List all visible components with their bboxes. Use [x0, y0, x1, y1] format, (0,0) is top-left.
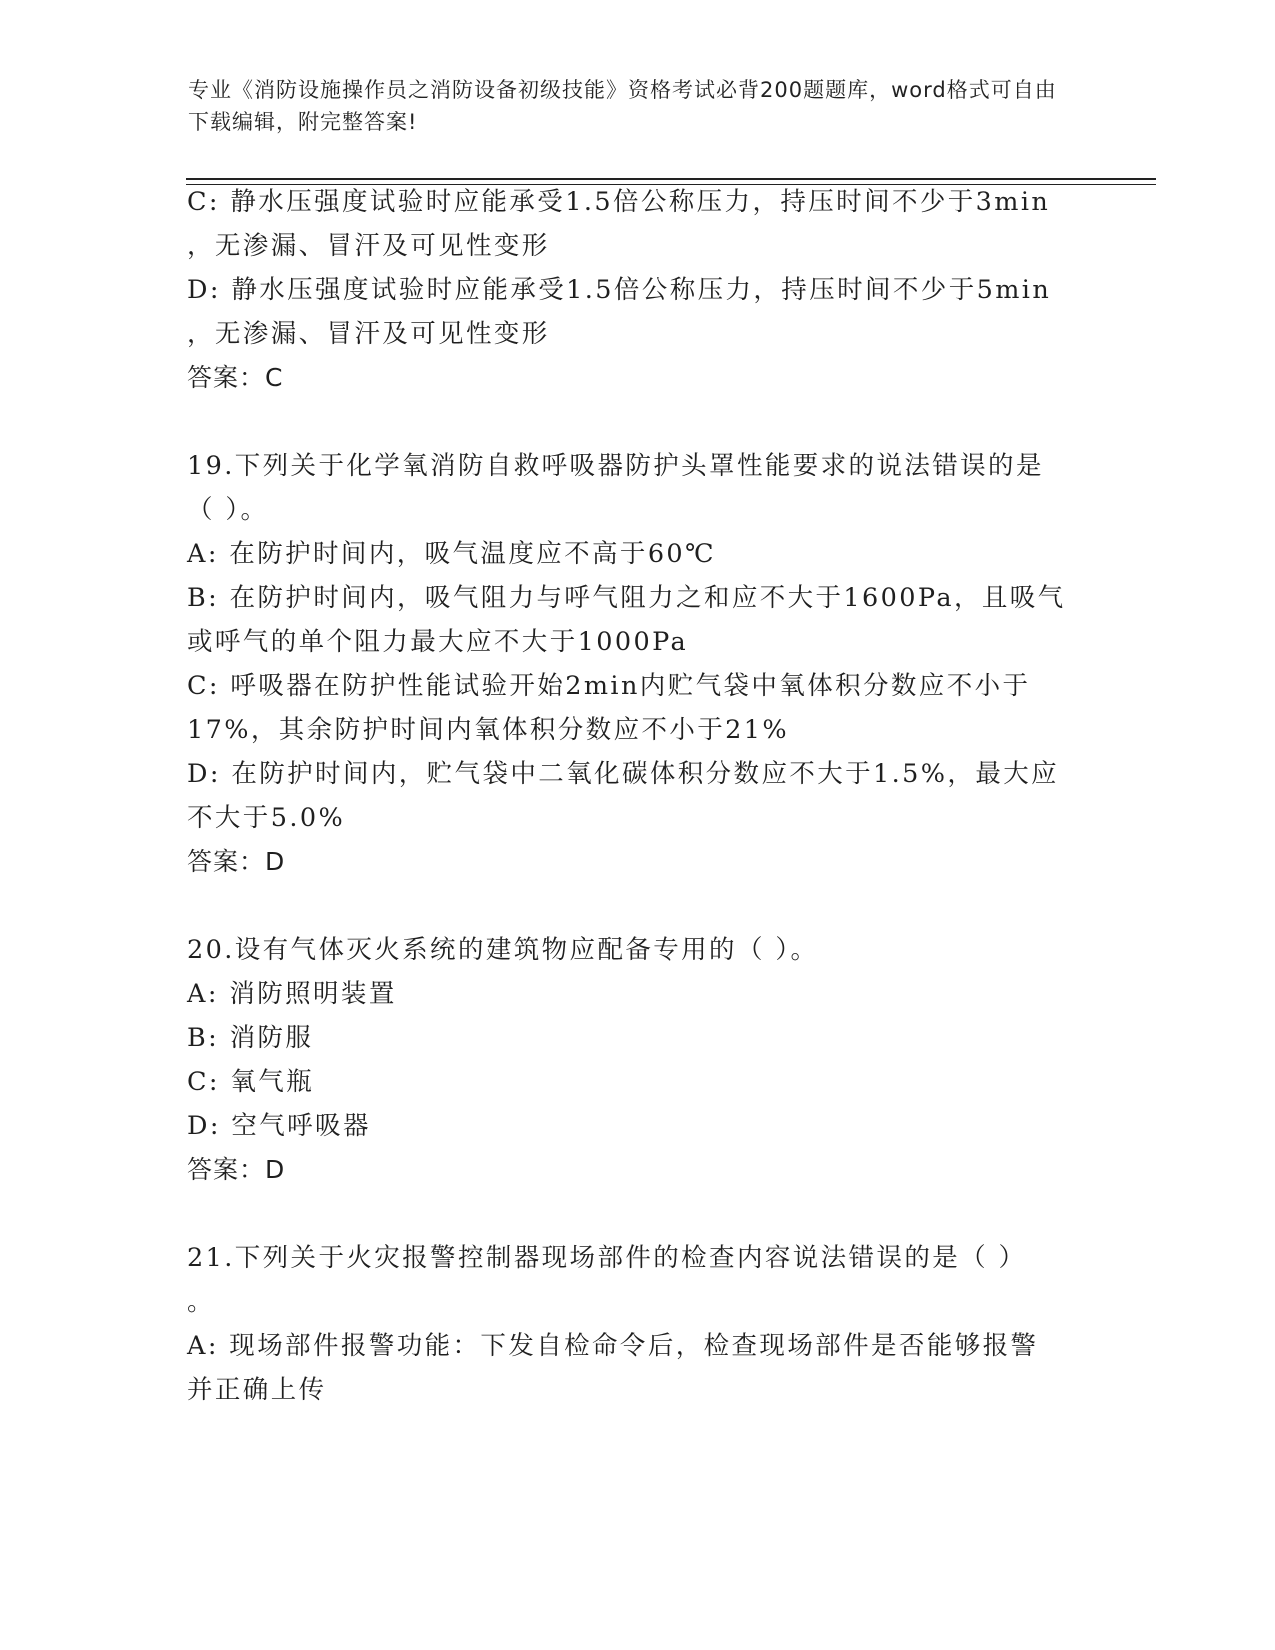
q20-answer: 答案：D [187, 1155, 286, 1184]
q19-option-c-line2: 17%，其余防护时间内氧体积分数应不小于21% [187, 715, 790, 745]
q19-option-d-line2: 不大于5.0% [187, 803, 346, 833]
q19-answer: 答案：D [187, 847, 286, 876]
q21-option-a-line2: 并正确上传 [187, 1375, 327, 1405]
q20-option-c: C: 氧气瓶 [187, 1067, 315, 1097]
header-divider-thick [186, 178, 1156, 180]
q18-answer: 答案：C [187, 363, 284, 392]
q20-question: 20.设有气体灭火系统的建筑物应配备专用的（ ）。 [187, 935, 819, 965]
q21-question-line2: 。 [187, 1287, 215, 1317]
header-divider-thin [186, 184, 1156, 185]
q19-option-c-line1: C: 呼吸器在防护性能试验开始2min内贮气袋中氧体积分数应不小于 [187, 671, 1031, 701]
q18-option-d-line2: ，无渗漏、冒汗及可见性变形 [187, 319, 550, 349]
document-header: 专业《消防设施操作员之消防设备初级技能》资格考试必背200题题库，word格式可自由下载编辑，附完整答案! [188, 78, 1057, 134]
q19-option-b-line2: 或呼气的单个阻力最大应不大于1000Pa [187, 627, 689, 657]
q21-question-line1: 21.下列关于火灾报警控制器现场部件的检查内容说法错误的是（ ） [187, 1243, 1027, 1273]
q19-option-b-line1: B: 在防护时间内，吸气阻力与呼气阻力之和应不大于1600Pa，且吸气 [187, 583, 1066, 613]
q20-option-d: D: 空气呼吸器 [187, 1111, 371, 1141]
q19-option-a: A: 在防护时间内，吸气温度应不高于60℃ [187, 539, 716, 569]
q20-option-b: B: 消防服 [187, 1023, 314, 1053]
q19-question-line1: 19.下列关于化学氧消防自救呼吸器防护头罩性能要求的说法错误的是 [187, 451, 1044, 481]
q18-option-d-line1: D: 静水压强度试验时应能承受1.5倍公称压力，持压时间不少于5min [187, 275, 1052, 305]
q21-option-a-line1: A: 现场部件报警功能：下发自检命令后，检查现场部件是否能够报警 [187, 1331, 1039, 1361]
q20-option-a: A: 消防照明装置 [187, 979, 397, 1009]
q19-question-line2: （ ）。 [187, 495, 269, 525]
q19-option-d-line1: D: 在防护时间内，贮气袋中二氧化碳体积分数应不大于1.5%，最大应 [187, 759, 1060, 789]
q18-option-c-line1: C: 静水压强度试验时应能承受1.5倍公称压力，持压时间不少于3min [187, 187, 1051, 217]
q18-option-c-line2: ，无渗漏、冒汗及可见性变形 [187, 231, 550, 261]
